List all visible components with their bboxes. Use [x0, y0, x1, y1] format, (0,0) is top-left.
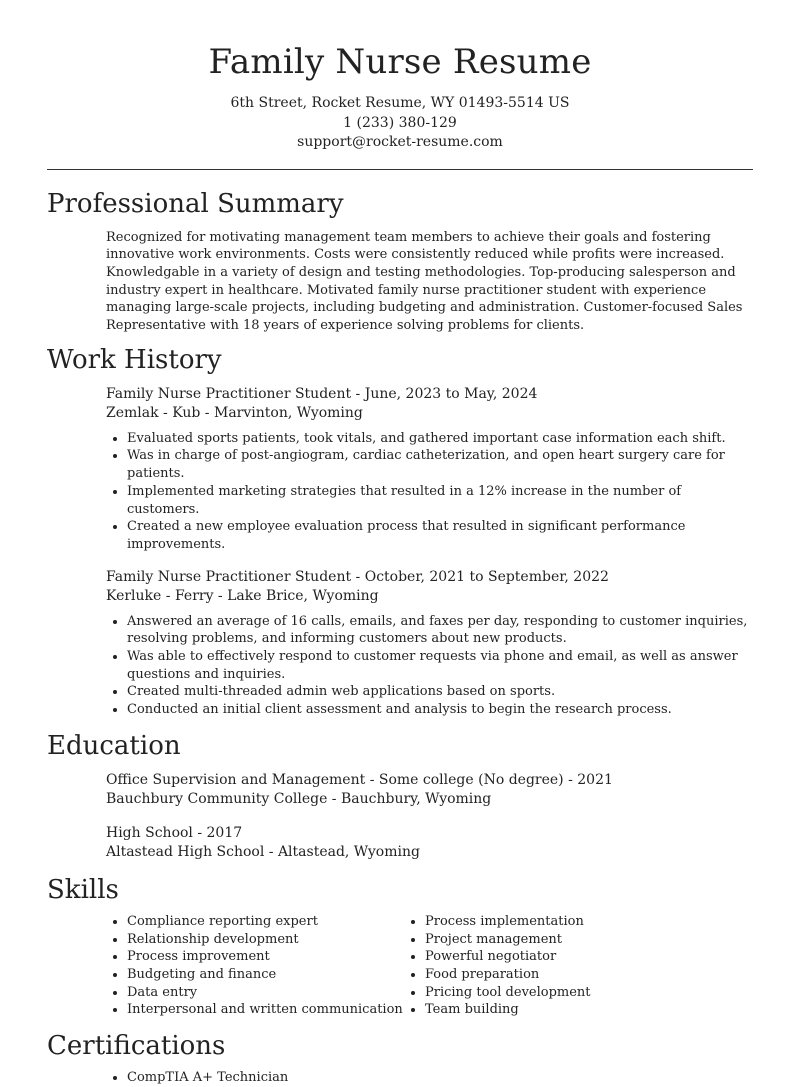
education-school-line: Bauchbury Community College - Bauchbury, Wyoming	[106, 791, 492, 808]
job-role-line: Family Nurse Practitioner Student - June, 2023 to May, 2024	[106, 385, 538, 402]
education-school-line: Altastead High School - Altastead, Wyoming	[106, 844, 420, 861]
skills-list-right	[404, 913, 684, 1019]
section-title-summary: Professional Summary	[47, 188, 344, 219]
section-title-certifications: Certifications	[47, 1031, 226, 1062]
certification-item: • CompTIA A+ Technician	[127, 1069, 753, 1087]
job-bullet: • Evaluated sports patients, took vitals, and gathered important case information each shift.	[127, 430, 753, 448]
section-title-skills: Skills	[47, 874, 119, 905]
resume-header	[47, 0, 753, 153]
education-entry	[106, 771, 753, 810]
job-company-line: Zemlak - Kub - Marvinton, Wyoming	[106, 405, 363, 422]
contact-email: support@rocket-resume.com	[297, 134, 503, 150]
job-bullet: • Was able to effectively respond to customer requests via phone and email, as well as answer questions and inquiries.	[127, 648, 753, 683]
skills-column-left	[106, 913, 404, 1019]
job-entry	[106, 385, 753, 554]
skills-body	[106, 913, 753, 1019]
education-degree-line: Office Supervision and Management - Some college (No degree) - 2021	[106, 771, 613, 788]
job-bullets	[106, 430, 753, 554]
section-title-education: Education	[47, 730, 181, 761]
job-entry	[106, 568, 753, 719]
work-history-body	[106, 385, 753, 719]
skill-item: • Powerful negotiator	[425, 948, 684, 966]
skill-item: • Process implementation	[425, 913, 684, 931]
skill-item: • Process improvement	[127, 948, 404, 966]
education-degree-line: High School - 2017	[106, 824, 243, 841]
job-role-line: Family Nurse Practitioner Student - October, 2021 to September, 2022	[106, 568, 609, 585]
skill-item: • Compliance reporting expert	[127, 913, 404, 931]
summary-text: Recognized for motivating management team members to achieve their goals and fostering innovative work environments. Costs were consistently reduced while profits were increased. Knowledgable in a variety of design and testing methodologies. Top-producing salesperson and industry expert in healthcare. Motivated family nurse practitioner student with experience managing large-scale projects, including budgeting and administration. Customer-focused Sales Representative with 18 years of experience solving problems for clients.	[106, 229, 743, 334]
skill-item: • Relationship development	[127, 931, 404, 949]
education-body	[106, 771, 753, 863]
header-divider	[47, 169, 753, 170]
skill-item: • Budgeting and finance	[127, 966, 404, 984]
skill-item: • Food preparation	[425, 966, 684, 984]
job-bullet: • Created multi-threaded admin web applications based on sports.	[127, 683, 753, 701]
skill-item: • Data entry	[127, 984, 404, 1002]
skill-item: • Interpersonal and written communication	[127, 1001, 404, 1019]
resume-name: Family Nurse Resume	[208, 42, 592, 82]
job-bullets	[106, 613, 753, 719]
job-bullet: • Was in charge of post-angiogram, cardiac catheterization, and open heart surgery care for patients.	[127, 447, 753, 482]
section-title-work-history: Work History	[47, 344, 222, 375]
resume-page	[47, 0, 753, 1087]
contact-phone: 1 (233) 380-129	[343, 114, 457, 131]
skills-column-right	[404, 913, 684, 1019]
skills-list-left	[106, 913, 404, 1019]
skill-item: • Project management	[425, 931, 684, 949]
job-bullet: • Implemented marketing strategies that resulted in a 12% increase in the number of customers.	[127, 483, 753, 518]
job-bullet: • Answered an average of 16 calls, emails, and faxes per day, responding to customer inquiries, resolving problems, and informing customers about new products.	[127, 613, 753, 648]
job-bullet: • Conducted an initial client assessment and analysis to begin the research process.	[127, 701, 753, 719]
skill-item: • Team building	[425, 1001, 684, 1019]
certifications-body	[106, 1069, 753, 1087]
skills-grid	[106, 913, 753, 1019]
job-company-line: Kerluke - Ferry - Lake Brice, Wyoming	[106, 588, 379, 605]
skill-item: • Pricing tool development	[425, 984, 684, 1002]
education-entry	[106, 824, 753, 863]
job-bullet: • Created a new employee evaluation process that resulted in significant performance improvements.	[127, 518, 753, 553]
contact-address: 6th Street, Rocket Resume, WY 01493-5514 US	[230, 95, 570, 111]
certifications-list	[106, 1069, 753, 1087]
